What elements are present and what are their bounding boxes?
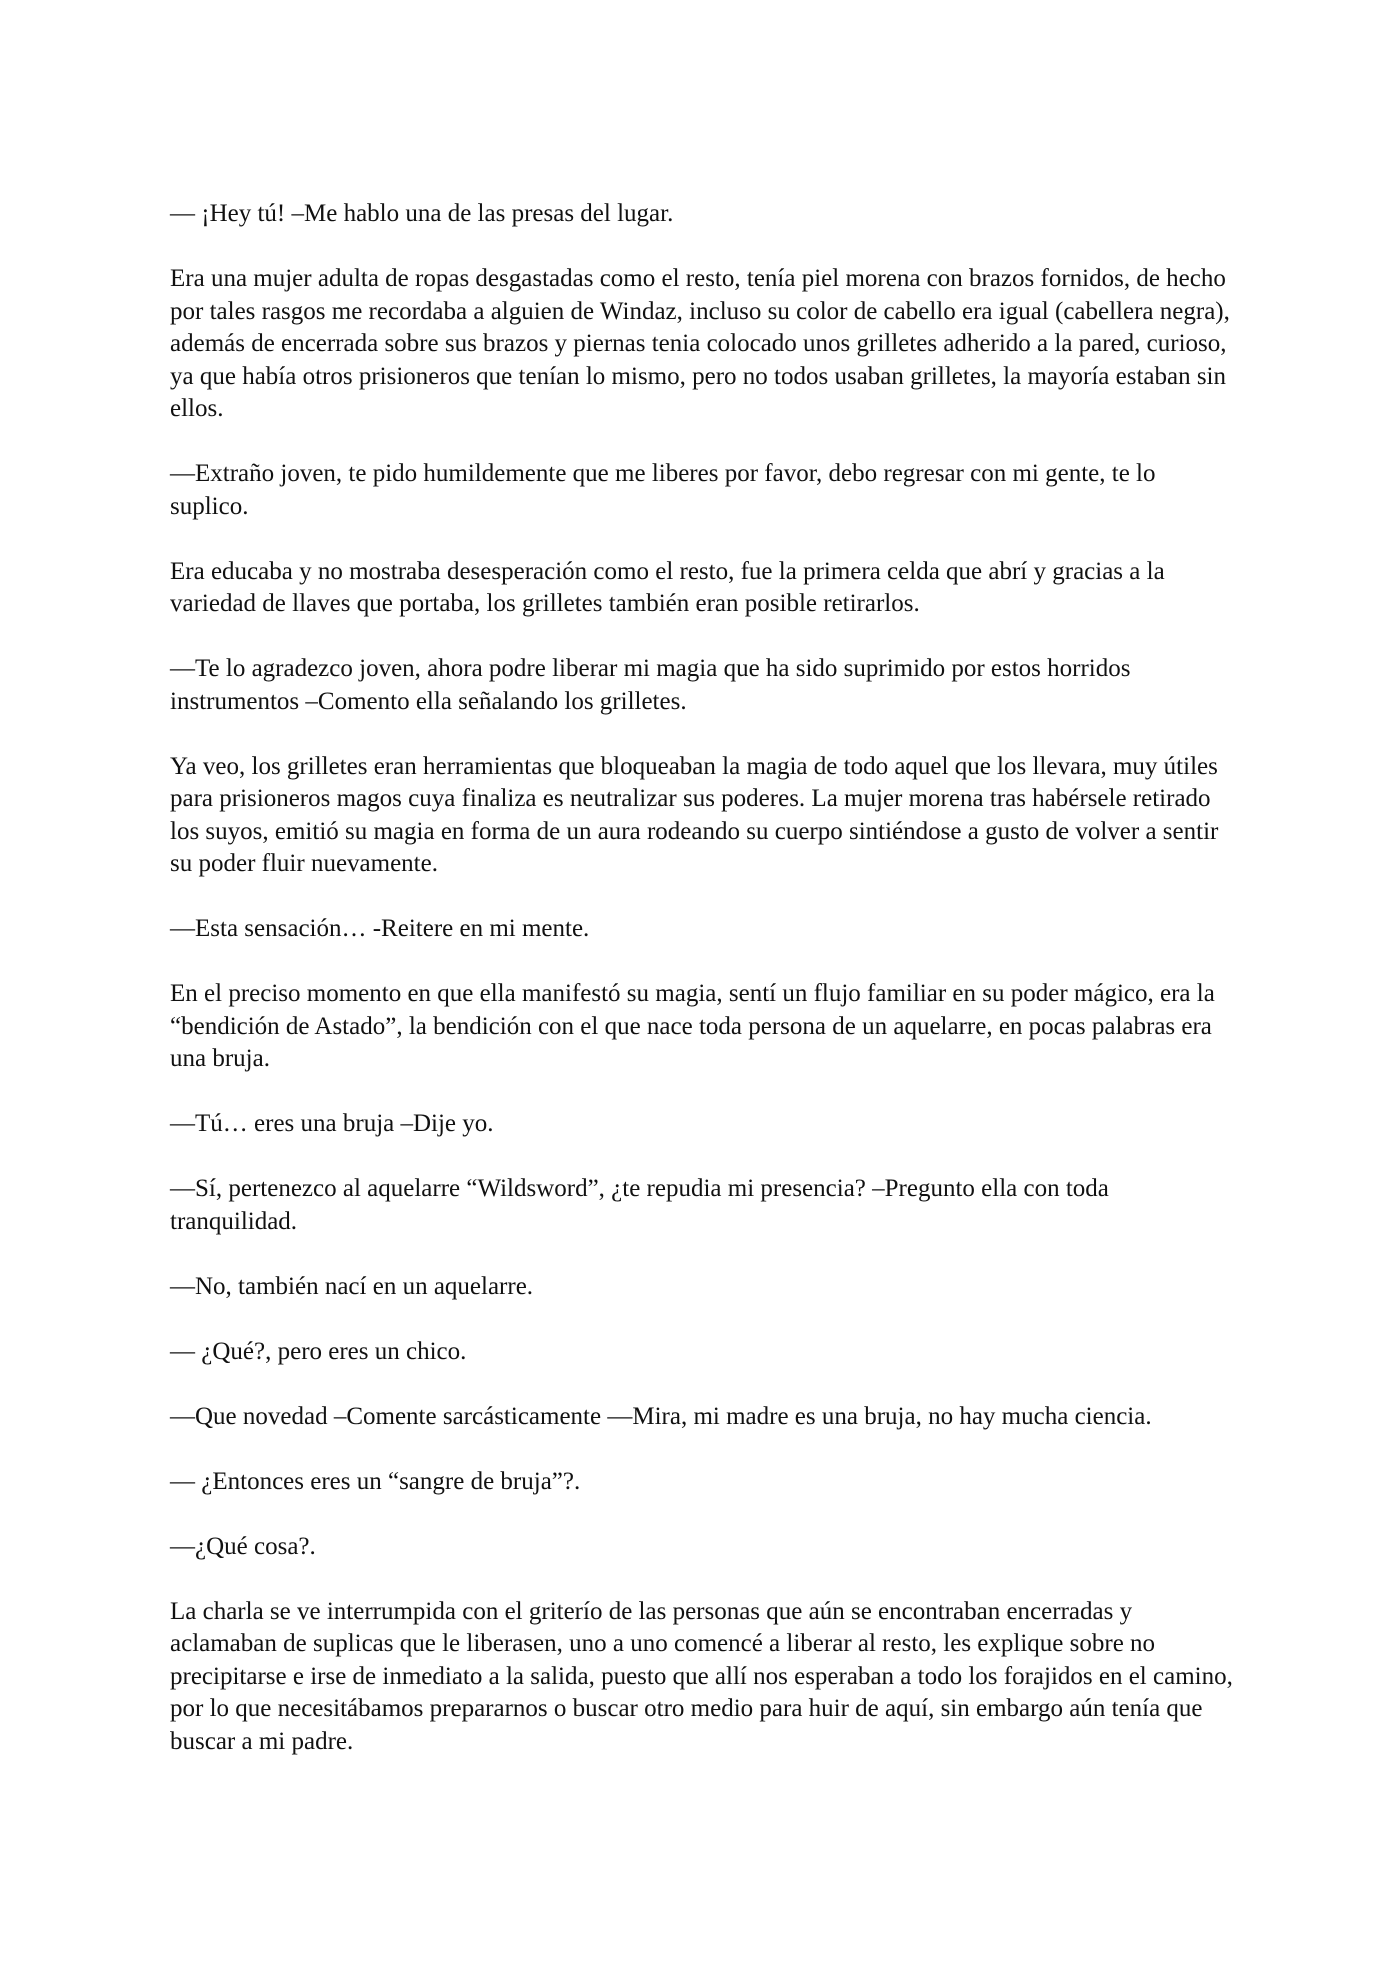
paragraph-13: —Que novedad –Comente sarcásticamente —Mira, mi madre es una bruja, no hay mucha ciencia.: [170, 1402, 1152, 1430]
paragraph-10: —Sí, pertenezco al aquelarre “Wildsword”, ¿te repudia mi presencia? –Pregunto ella con toda tranquilidad.: [170, 1175, 1109, 1235]
paragraph-11: —No, también nací en un aquelarre.: [170, 1272, 534, 1300]
document-page: [170, 198, 1240, 1791]
paragraph-9: —Tú… eres una bruja –Dije yo.: [170, 1110, 494, 1137]
paragraph-8: En el preciso momento en que ella manifestó su magia, sentí un flujo familiar en su poder mágico, era la “bendición de Astado”, la bendición con el que nace toda persona de un aquelarre, en pocas palabras era una bruja.: [170, 980, 1215, 1072]
paragraph-2: Era una mujer adulta de ropas desgastadas como el resto, tenía piel morena con brazos fornidos, de hecho por tales rasgos me recordaba a alguien de Windaz, incluso su color de cabello era igual (cabellera negra), además de encerrada sobre sus brazos y piernas tenia colocado unos grilletes adherido a la pared, curioso, ya que había otros prisioneros que tenían lo mismo, pero no todos usaban grilletes, la mayoría estaban sin ellos.: [170, 265, 1230, 422]
paragraph-5: —Te lo agradezco joven, ahora podre liberar mi magia que ha sido suprimido por estos horridos instrumentos –Comento ella señalando los grilletes.: [170, 655, 1131, 715]
paragraph-3: —Extraño joven, te pido humildemente que me liberes por favor, debo regresar con mi gente, te lo suplico.: [170, 460, 1156, 520]
paragraph-15: —¿Qué cosa?.: [170, 1532, 316, 1560]
paragraph-14: — ¿Entonces eres un “sangre de bruja”?.: [170, 1467, 581, 1495]
paragraph-12: — ¿Qué?, pero eres un chico.: [170, 1337, 467, 1365]
paragraph-6: Ya veo, los grilletes eran herramientas que bloqueaban la magia de todo aquel que los llevara, muy útiles para prisioneros magos cuya finaliza es neutralizar sus poderes. La mujer morena tras habérsele retirado los suyos, emitió su magia en forma de un aura rodeando su cuerpo sintiéndose a gusto de volver a sentir su poder fluir nuevamente.: [170, 752, 1219, 877]
paragraph-4: Era educaba y no mostraba desesperación como el resto, fue la primera celda que abrí y gracias a la variedad de llaves que portaba, los grilletes también eran posible retirarlos.: [170, 557, 1165, 617]
paragraph-16: La charla se ve interrumpida con el griterío de las personas que aún se encontraban encerradas y aclamaban de suplicas que le liberasen, uno a uno comencé a liberar al resto, les explique sobre no precipitarse e irse de inmediato a la salida, puesto que allí nos esperaban a todo los forajidos en el camino, por lo que necesitábamos prepararnos o buscar otro medio para huir de aquí, sin embargo aún tenía que buscar a mi padre.: [170, 1597, 1233, 1755]
paragraph-1: — ¡Hey tú! –Me hablo una de las presas del lugar.: [170, 200, 674, 227]
paragraph-7: —Esta sensación… -Reitere en mi mente.: [170, 915, 590, 942]
